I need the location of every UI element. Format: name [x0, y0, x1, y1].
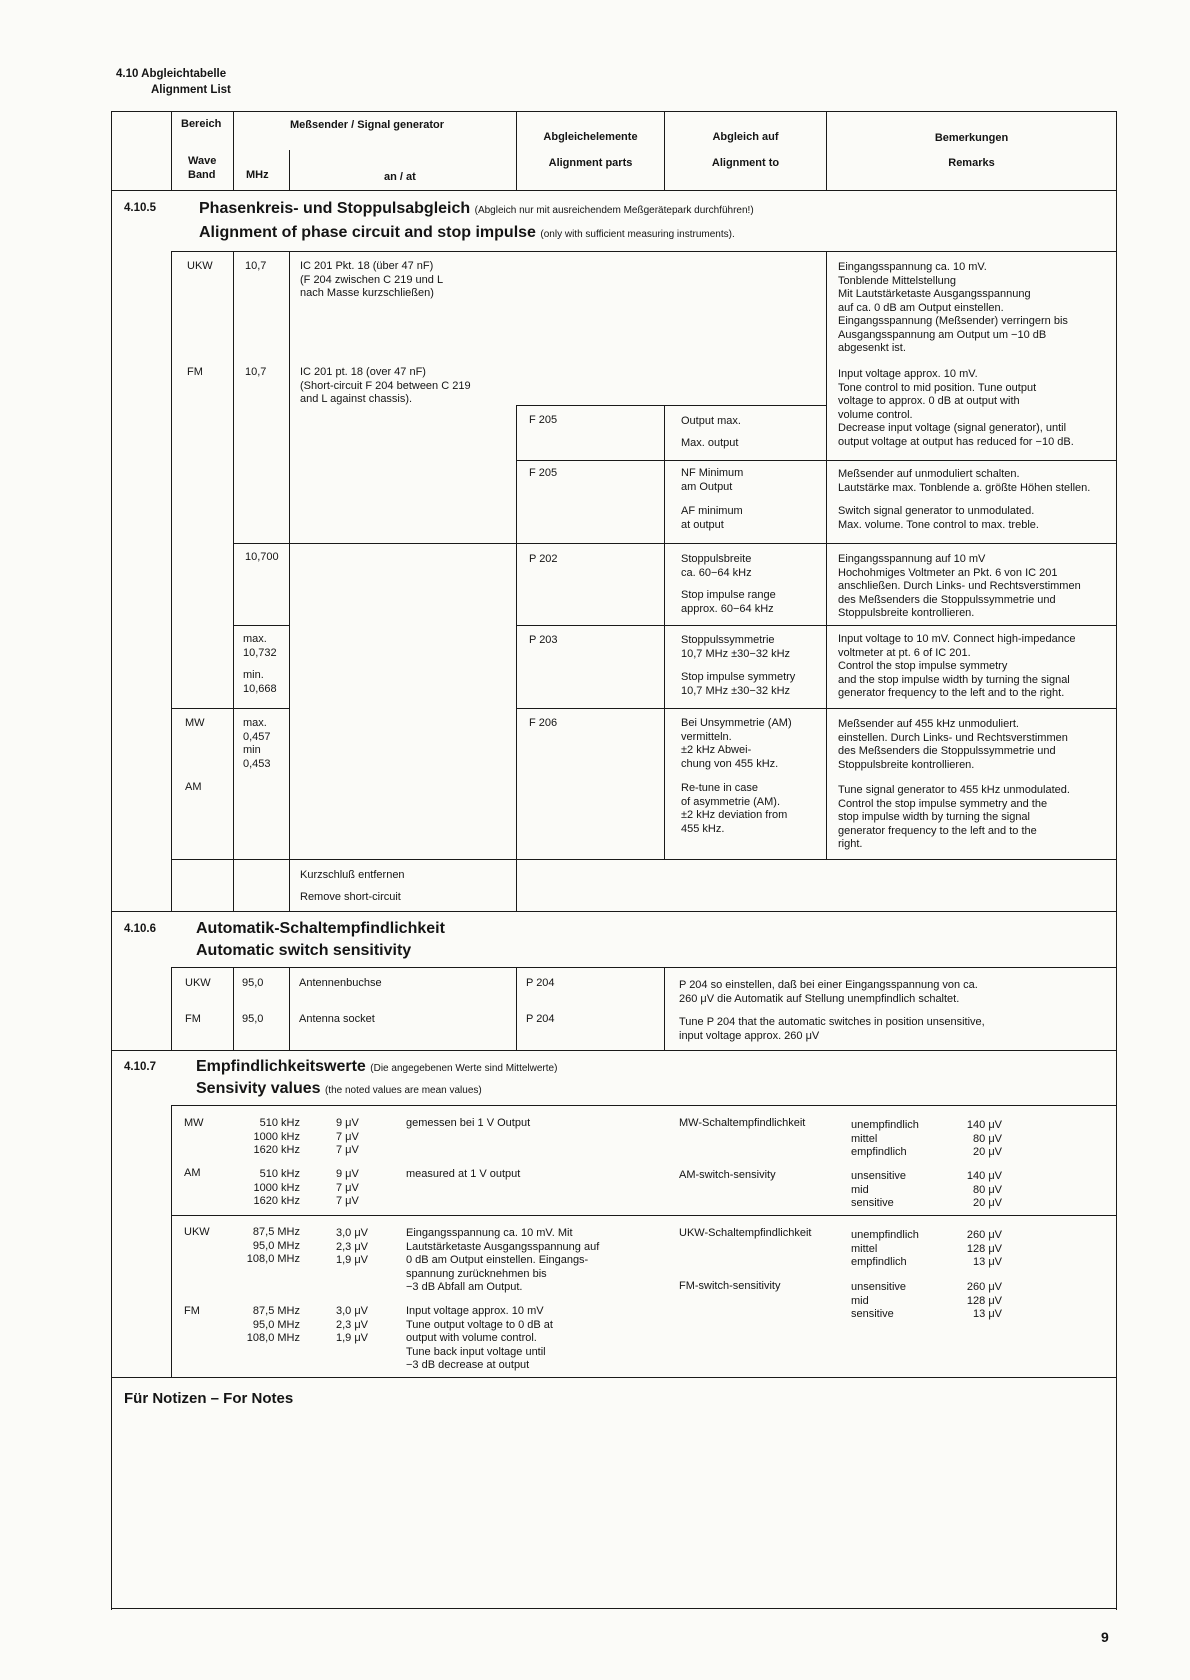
- to-nf-minimum: NF Minimum am Output: [681, 467, 744, 493]
- am-values: 9 μV 7 μV 7 μV: [336, 1168, 359, 1207]
- band-ukw: UKW: [184, 1226, 210, 1238]
- freq-10700: 10,700: [245, 551, 279, 563]
- to-stoppulsbreite: Stoppulsbreite ca. 60−64 kHz: [681, 553, 752, 579]
- band-am: AM: [185, 781, 202, 793]
- am-measured-en: measured at 1 V output: [406, 1168, 521, 1180]
- am-levels: unsensitive mid sensitive: [851, 1170, 907, 1209]
- remark-2-en: Switch signal generator to unmodulated. Max. volume. Tone control to max. treble.: [838, 505, 1039, 531]
- header-remarks-de: Bemerkungen: [934, 132, 1009, 144]
- mw-values: 9 μV 7 μV 7 μV: [336, 1117, 359, 1156]
- fm-level-values: 260 μV 128 μV 13 μV: [966, 1281, 1002, 1320]
- to-stop-symmetry-de: Stoppulssymmetrie 10,7 MHz ±30−32 kHz: [681, 634, 791, 660]
- freq-fm: 10,7: [245, 366, 267, 378]
- header-an-at: an / at: [384, 171, 416, 183]
- section-title-en: Automatic switch sensitivity: [196, 942, 412, 959]
- freq-ukw: 95,0: [242, 977, 264, 989]
- section-number: 4.10.5: [124, 202, 156, 214]
- header-align-en: Alignment to: [711, 157, 780, 169]
- header-remarks-en: Remarks: [948, 157, 995, 169]
- header-elements-de: Abgleichelemente: [543, 131, 638, 143]
- section-title-de: Phasenkreis- und Stoppulsabgleich (Abgleich nur mit ausreichendem Meßgerätepark durchführen!): [199, 200, 754, 217]
- part-p204-b: P 204: [526, 1013, 555, 1025]
- notes-title: Für Notizen – For Notes: [124, 1390, 294, 1407]
- remark-1-de: Eingangsspannung ca. 10 mV. Tonblende Mittelstellung Mit Lautstärketaste Ausgangsspannung auf ca. 0 dB am Output einstellen. Eingangsspannung (Meßsender) verringern bis Ausgangsspannung am Output um −10 dB abgesenkt ist.: [838, 261, 1068, 354]
- freq-max: max. 10,732: [243, 633, 277, 659]
- to-am-en: Re-tune in case of asymmetrie (AM). ±2 kHz deviation from 455 kHz.: [681, 782, 788, 835]
- to-stop-impulse-range: Stop impulse range approx. 60−64 kHz: [681, 589, 776, 615]
- mw-levels: unempfindlich mittel empfindlich: [851, 1119, 919, 1158]
- header-align-de: Abgleich auf: [712, 131, 779, 143]
- fm-note-en: Input voltage approx. 10 mV Tune output voltage to 0 dB at output with volume control. Tune back input voltage until −3 dB decrease at output: [406, 1305, 553, 1371]
- am-level-values: 140 μV 80 μV 20 μV: [966, 1170, 1002, 1209]
- freq-min: min. 10,668: [243, 669, 277, 695]
- remark-en: Tune P 204 that the automatic switches in position unsensitive, input voltage approx. 260 μV: [679, 1016, 985, 1042]
- am-switch-sensitivity: AM-switch-sensivity: [679, 1169, 776, 1181]
- section-title-en: Alignment of phase circuit and stop impulse (only with sufficient measuring instruments).: [199, 224, 735, 241]
- ukw-switch-sensitivity: UKW-Schaltempfindlichkeit: [679, 1227, 812, 1239]
- remark-5-en: Tune signal generator to 455 kHz unmodulated. Control the stop impulse symmetry and the stop impulse width by turning the signal generator frequency to the left and to the right.: [838, 784, 1070, 850]
- band-fm: FM: [185, 1013, 201, 1025]
- remark-de: P 204 so einstellen, daß bei einer Eingangsspannung von ca. 260 μV die Automatik auf Stellung unempfindlich schaltet.: [679, 979, 978, 1005]
- header-mhz: MHz: [246, 169, 269, 181]
- freq-fm: 95,0: [242, 1013, 264, 1025]
- page-heading-en: Alignment List: [151, 84, 231, 96]
- band-mw: MW: [185, 717, 205, 729]
- part-f206: F 206: [529, 717, 558, 729]
- antenna-socket-de: Antennenbuchse: [299, 977, 382, 989]
- antenna-socket-en: Antenna socket: [299, 1013, 375, 1025]
- section-title-de: Empfindlichkeitswerte (Die angegebenen Werte sind Mittelwerte): [196, 1058, 558, 1075]
- header-range-de: Bereich: [181, 118, 222, 130]
- ukw-level-values: 260 μV 128 μV 13 μV: [966, 1229, 1002, 1268]
- band-mw: MW: [184, 1117, 204, 1129]
- remark-2-de: Meßsender auf unmoduliert schalten. Lautstärke max. Tonblende a. größte Höhen stellen.: [838, 468, 1091, 494]
- fm-switch-sensitivity: FM-switch-sensitivity: [679, 1280, 781, 1292]
- band-ukw: UKW: [185, 977, 211, 989]
- page-number: 9: [1101, 1629, 1109, 1645]
- ukw-note-de: Eingangsspannung ca. 10 mV. Mit Lautstärketaste Ausgangsspannung auf 0 dB am Output einstellen. Eingangs- spannung zurücknehmen bis −3 dB Abfall am Output.: [406, 1227, 600, 1293]
- section-title-en: Sensivity values (the noted values are mean values): [196, 1080, 482, 1097]
- band-fm: FM: [187, 366, 203, 378]
- ukw-values: 3,0 μV 2,3 μV 1,9 μV: [336, 1227, 369, 1266]
- remark-1-en: Input voltage approx. 10 mV. Tone control to mid position. Tune output voltage to approx. 0 dB at output with volume control. Decrease input voltage (signal generator), until output voltage at output has reduced for −10 dB.: [838, 368, 1074, 448]
- remark-4-en: Input voltage to 10 mV. Connect high-impedance voltmeter at pt. 6 of IC 201. Control the stop impulse symmetry and the stop impulse width by turning the signal generator frequency to the left and to the right.: [838, 633, 1076, 699]
- am-frequencies: 510 kHz 1000 kHz 1620 kHz: [253, 1168, 300, 1207]
- to-stop-symmetry-en: Stop impulse symmetry 10,7 MHz ±30−32 kHz: [681, 671, 796, 697]
- page-heading-de: 4.10 Abgleichtabelle: [116, 68, 227, 80]
- to-af-minimum: AF minimum at output: [681, 505, 743, 531]
- part-p204-a: P 204: [526, 977, 555, 989]
- to-output-max: Output max.: [681, 415, 741, 427]
- section-title-de: Automatik-Schaltempfindlichkeit: [196, 920, 445, 937]
- band-am: AM: [184, 1167, 201, 1179]
- ukw-frequencies: 87,5 MHz 95,0 MHz 108,0 MHz: [246, 1226, 300, 1265]
- ukw-levels: unempfindlich mittel empfindlich: [851, 1229, 919, 1268]
- freq-ukw: 10,7: [245, 260, 267, 272]
- part-f205-a: F 205: [529, 414, 558, 426]
- fm-levels: unsensitive mid sensitive: [851, 1281, 907, 1320]
- mw-switch-sensitivity: MW-Schaltempfindlichkeit: [679, 1117, 806, 1129]
- signal-at-ukw: IC 201 Pkt. 18 (über 47 nF) (F 204 zwischen C 219 und L nach Masse kurzschließen): [300, 260, 444, 299]
- part-p202: P 202: [529, 553, 558, 565]
- band-fm: FM: [184, 1305, 200, 1317]
- section-number: 4.10.6: [124, 923, 156, 935]
- signal-at-fm: IC 201 pt. 18 (over 47 nF) (Short-circuit F 204 between C 219 and L against chassis).: [300, 366, 471, 405]
- short-circuit-en: Remove short-circuit: [300, 891, 401, 903]
- freq-mw: max. 0,457 min 0,453: [243, 717, 271, 770]
- mw-level-values: 140 μV 80 μV 20 μV: [966, 1119, 1002, 1158]
- section-number: 4.10.7: [124, 1061, 156, 1073]
- remark-3-de: Eingangsspannung auf 10 mV Hochohmiges Voltmeter an Pkt. 6 von IC 201 anschließen. Durch Links- und Rechtsverstimmen des Meßsenders die Stoppulssymmetrie und Stoppulsbreite kontrollieren.: [838, 553, 1081, 619]
- header-elements-en: Alignment parts: [548, 157, 633, 169]
- header-range-en: Wave Band: [188, 155, 217, 181]
- part-p203: P 203: [529, 634, 558, 646]
- part-f205-b: F 205: [529, 467, 558, 479]
- mw-frequencies: 510 kHz 1000 kHz 1620 kHz: [253, 1117, 300, 1156]
- remark-5-de: Meßsender auf 455 kHz unmoduliert. einstellen. Durch Links- und Rechtsverstimmen des Meßsenders die Stoppulssymmetrie und Stoppulsbreite kontrollieren.: [838, 718, 1068, 771]
- header-signal-generator: Meßsender / Signal generator: [290, 119, 445, 131]
- mw-measured-de: gemessen bei 1 V Output: [406, 1117, 531, 1129]
- fm-values: 3,0 μV 2,3 μV 1,9 μV: [336, 1305, 369, 1344]
- fm-frequencies: 87,5 MHz 95,0 MHz 108,0 MHz: [246, 1305, 300, 1344]
- to-max-output: Max. output: [681, 437, 739, 449]
- to-am-de: Bei Unsymmetrie (AM) vermitteln. ±2 kHz Abwei- chung von 455 kHz.: [681, 717, 792, 770]
- band-ukw: UKW: [187, 260, 213, 272]
- short-circuit-de: Kurzschluß entfernen: [300, 869, 405, 881]
